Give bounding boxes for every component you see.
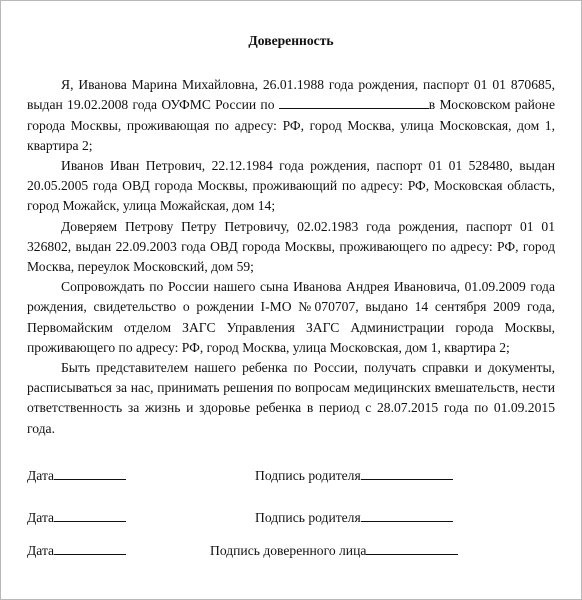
paragraph-powers: Быть представителем нашего ребенка по России, получать справки и документы, расписываться за нас, принимать решения по вопросам медицинских вмешательств, нести ответственность за жизнь и здоровье ребенка в период с 28.07.2015 года по 01.09.2015 года. (27, 360, 555, 436)
document-title: Доверенность (248, 33, 334, 48)
signature-label: Подпись родителя (255, 468, 361, 483)
paragraph-principal-father: Иванов Иван Петрович, 22.12.1984 года рождения, паспорт 01 01 528480, выдан 20.05.2005 года ОВД города Москвы, проживающий по адресу: РФ, Московская область, город Можайск, улица Можайская, дом 14; (27, 158, 555, 214)
signature-field (210, 541, 458, 559)
document-body (27, 31, 555, 439)
signature-row (27, 466, 555, 486)
date-line (54, 508, 126, 522)
signature-label: Подпись доверенного лица (210, 543, 367, 558)
signature-row (27, 508, 555, 528)
paragraph-text: Я, Иванова Марина Михайловна, 26.01.1988 года рождения, паспорт 01 01 870685, выдан 19.02.2008 года ОУФМС России по (27, 77, 555, 113)
date-field (27, 541, 126, 559)
paragraph-principal-mother (27, 75, 555, 156)
signature-line (366, 541, 458, 555)
signature-label: Подпись родителя (255, 510, 361, 525)
signature-line (361, 466, 453, 480)
signature-row (27, 541, 555, 561)
signature-field (255, 508, 453, 526)
date-line (54, 541, 126, 555)
date-line (54, 466, 126, 480)
signature-line (361, 508, 453, 522)
paragraph-attorney: Доверяем Петрову Петру Петровичу, 02.02.1983 года рождения, паспорт 01 01 326802, выдан 22.09.2003 года ОВД города Москвы, проживающего по адресу: РФ, город Москва, переулок Московский, дом 59; (27, 218, 555, 275)
date-label: Дата (27, 543, 55, 558)
date-field (27, 466, 126, 484)
date-label: Дата (27, 468, 55, 483)
date-field (27, 508, 126, 526)
signature-field (255, 466, 453, 484)
blank-field-line (279, 96, 429, 109)
paragraph-child: Сопровождать по России нашего сына Иванова Андрея Ивановича, 01.09.2009 года рождения, свидетельство о рождении I-МО №070707, выдано 14 сентября 2009 года, Первомайским отделом ЗАГС Управления ЗАГС Администрации города Москвы, проживающего по адресу: РФ, город Москва, улица Московская, дом 1, квартира 2; (27, 279, 555, 355)
date-label: Дата (27, 510, 55, 525)
paragraph-text: в Московском районе города Москвы, проживающая по адресу: РФ, город Москва, улица Московская, дом 1, квартира 2; (27, 97, 555, 153)
